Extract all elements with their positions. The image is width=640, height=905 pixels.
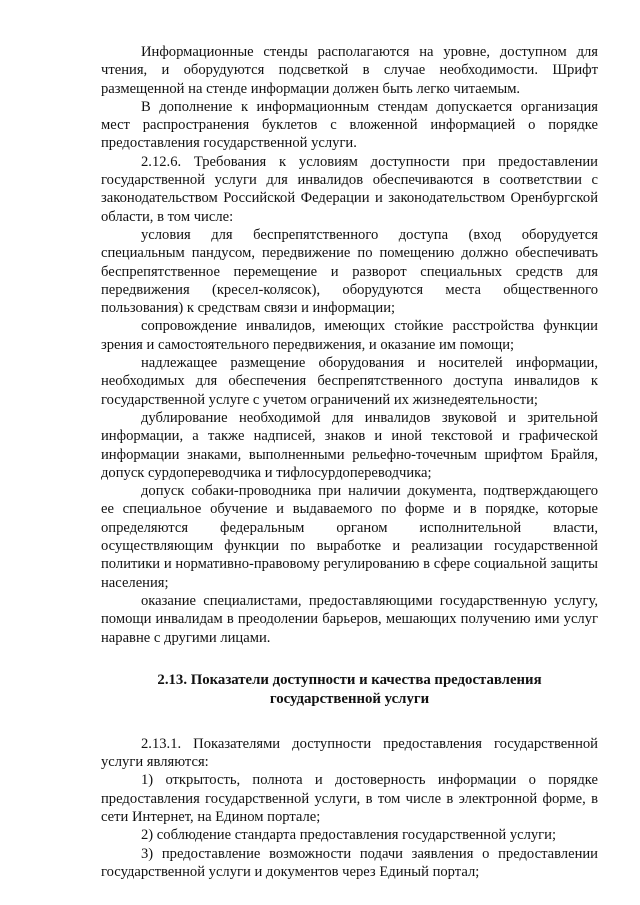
spacer (101, 647, 598, 671)
section-heading-line-2: государственной услуги (269, 690, 430, 707)
list-item-3-portal: 3) предоставление возможности подачи заявления о предоставлении государственной услуги и документов через Единый портал; (101, 845, 598, 880)
list-item-2-standard: 2) соблюдение стандарта предоставления государственной услуги; (141, 827, 557, 844)
paragraph-escort: сопровождение инвалидов, имеющих стойкие расстройства функции зрения и самостоятельного передвижения, и оказание им помощи; (101, 318, 598, 353)
paragraph-specialist-help: оказание специалистами, предоставляющими государственную услугу, помощи инвалидам в преодолении барьеров, мешающих получению ими услуг наравне с другими лицами. (101, 592, 598, 646)
paragraph-booklets: В дополнение к информационным стендам допускается организация мест распространения буклетов с вложенной информацией о порядке предоставления государственной услуги. (101, 98, 598, 152)
paragraph-access-conditions: условия для беспрепятственного доступа (вход оборудуется специальным пандусом, передвижение по помещению должно обеспечивать беспрепятственное перемещение и разворот специальных средств для передвижения (кресел-колясок), оборудуются места общественного пользования) к средствам связи и информации; (101, 226, 598, 317)
paragraph-guide-dog: допуск собаки-проводника при наличии документа, подтверждающего ее специальное обучение и выдаваемого по форме и в порядке, которые определяются федеральным органом исполнительной власти, осуществляющим функции по выработке и реализации государственной политики и нормативно-правовому регулированию в сфере социальной защиты населения; (101, 483, 598, 591)
paragraph-2-13-1: 2.13.1. Показателями доступности предоставления государственной услуги являются: (101, 735, 598, 771)
paragraph-stands-lighting: Информационные стенды располагаются на уровне, доступном для чтения, и оборудуются подсветкой в случае необходимости. Шрифт размещенной на стенде информации должен быть легко читаемым. (101, 44, 598, 97)
document-page (101, 43, 598, 881)
list-item-1-openness: 1) открытость, полнота и достоверность информации о порядке предоставления государственной услуги, в том числе в электронной форме, в сети Интернет, на Едином портале; (101, 772, 598, 825)
paragraph-2-12-6: 2.12.6. Требования к условиям доступности при предоставлении государственной услуги для инвалидов обеспечиваются в соответствии с законодательством Российской Федерации и законодательством Оренбургской области, в том числе: (101, 153, 598, 225)
paragraph-equipment-placement: надлежащее размещение оборудования и носителей информации, необходимых для обеспечения беспрепятственного доступа инвалидов к государственной услуге с учетом ограничений их жизнедеятельности; (101, 355, 598, 408)
section-heading-2-13 (101, 671, 598, 709)
section-heading-line-1: 2.13. Показатели доступности и качества предоставления (157, 671, 542, 688)
paragraph-braille-duplication: дублирование необходимой для инвалидов звуковой и зрительной информации, а также надписей, знаков и иной текстовой и графической информации знаками, выполненными рельефно-точечным шрифтом Брайля, допуск сурдопереводчика и тифлосурдопереводчика; (101, 409, 598, 481)
spacer (101, 709, 598, 735)
